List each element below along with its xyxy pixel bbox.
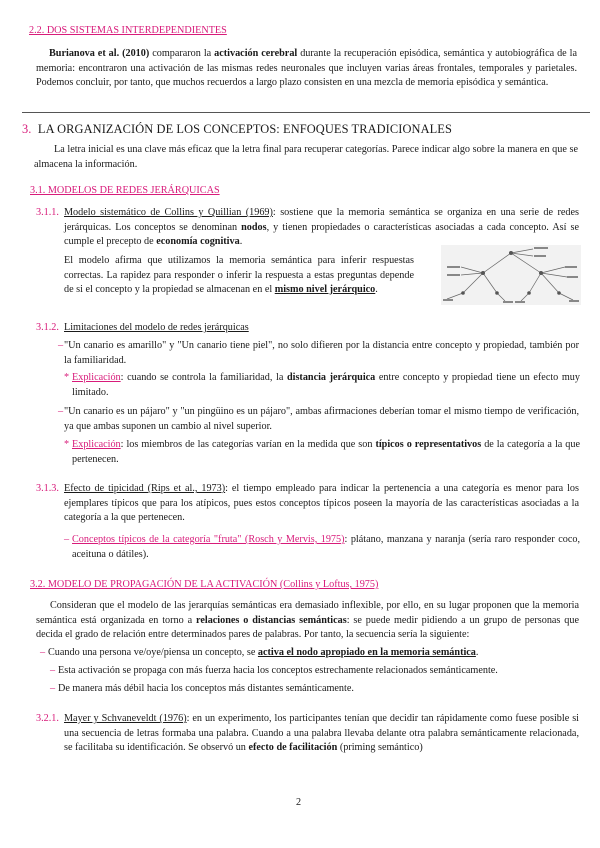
section-3-2-paragraph: Consideran que el modelo de las jerarquías semánticas era demasiado inflexible, por ello, en su lugar proponen que la memoria semántica está organizada en torno a relaciones o distancias semánticas: se puede medir pidiendo a un grupo de personas que decida el grado de relación entre determinados pares de palabras. Por tanto, la secuencia sería la siguiente: [36,600,579,641]
section-2-2-paragraph: Burianova et al. (2010) compararon la activación cerebral durante la recuperación episódica, semántica y autobiográfica de la memoria: encontraron una activación de las mismas redes neuronales que incluyen varias áreas frontales, temporales y parietales. Podemos concluir, por tanto, que muchos recuerdos a largo plazo consisten en una mezcla de memoria episódica y semántica. [36,48,577,89]
page-number: 2 [296,797,302,808]
dash-bullet: – [64,534,70,545]
item-3-2-1-paragraph: Mayer y Schvaneveldt (1976): en un experimento, los participantes tenían que decidir tan rápidamente como fuese posible si una secuencia de letras formaba una palabra. Cuando a una palabra llevaba delante otra palabra semánticamente relacionada, se facilitaba su identificación. Se observó un efecto de facilitación (priming semántico) [64,713,579,754]
item-3-1-1-paragraph-2: El modelo afirma que utilizamos la memoria semántica para inferir respuestas correctas. La rapidez para responder o inferir la respuesta a estas preguntas depende de si el concepto y la propiedad se almacenan en el mismo nivel jerárquico. [64,255,414,296]
item-3-1-1-number: 3.1.1. [36,207,59,218]
sequence-step-1: Cuando una persona ve/oye/piensa un concepto, se activa el nodo apropiado en la memoria semántica. [48,647,479,658]
item-3-2-1-number: 3.2.1. [36,713,59,724]
explanation-2: Explicación: los miembros de las categorías varían en la medida que son típicos o representativos de la categoría a la que pertenecen. [72,439,580,465]
section-3-1-heading: 3.1. MODELOS DE REDES JERÁRQUICAS [30,185,220,196]
item-3-1-2-title: Limitaciones del modelo de redes jerárquicas [64,322,249,333]
limitation-2: "Un canario es un pájaro" y "un pingüino es un pájaro", ambas afirmaciones deberían tomar el mismo tiempo de verificación, ya que ambas suponen un cambio al nivel superior. [64,406,579,432]
dash-bullet: – [58,340,64,351]
asterisk-bullet: * [64,372,70,383]
section-3-heading: 3. LA ORGANIZACIÓN DE LOS CONCEPTOS: ENFOQUES TRADICIONALES [22,122,452,136]
dash-bullet: – [50,683,56,694]
item-3-1-3-paragraph: Efecto de tipicidad (Rips et al., 1973): el tiempo empleado para indicar la pertenencia a una categoría es menor para los ejemplares típicos que para los atípicos, pues estos conceptos típicos poseen la mayoría de las características asociadas a la categoría a la que pertenecen. [64,483,579,524]
item-3-1-3-number: 3.1.3. [36,483,59,494]
item-3-1-1-paragraph: Modelo sistemático de Collins y Quillian (1969): sostiene que la memoria semántica se organiza en una serie de redes jerárquicas. Los conceptos se denominan nodos, y tienen propiedades o características asociadas a cada concepto. Así se cumple el precepto de economía cognitiva. [64,207,579,248]
section-divider [22,112,590,113]
dash-bullet: – [50,665,56,676]
sequence-step-2: Esta activación se propaga con más fuerza hacia los conceptos estrechamente relacionados semánticamente. [58,665,498,676]
sequence-step-3: De manera más débil hacia los conceptos más distantes semánticamente. [58,683,354,694]
explanation-1: Explicación: cuando se controla la familiaridad, la distancia jerárquica entre concepto y propiedad tiene un efecto muy limitado. [72,372,580,398]
section-3-intro: La letra inicial es una clave más eficaz que la letra final para recuperar categorías. Parece indicar algo sobre la manera en que se almacena la información. [34,144,578,170]
asterisk-bullet: * [64,439,70,450]
hierarchical-network-diagram [441,245,581,305]
section-2-2-heading: 2.2. DOS SISTEMAS INTERDEPENDIENTES [29,25,227,36]
typical-fruit-concepts: Conceptos típicos de la categoría "fruta" (Rosch y Mervis, 1975): plátano, manzana y naranja (sería raro responder coco, aceituna o dátiles). [72,534,580,560]
section-3-2-heading: 3.2. MODELO DE PROPAGACIÓN DE LA ACTIVACIÓN (Collins y Loftus, 1975) [30,579,379,590]
item-3-1-2-number: 3.1.2. [36,322,59,333]
limitation-1: "Un canario es amarillo" y "Un canario tiene piel", no solo difieren por la distancia entre concepto y propiedad, también por la familiaridad. [64,340,579,366]
dash-bullet: – [40,647,46,658]
dash-bullet: – [58,406,64,417]
